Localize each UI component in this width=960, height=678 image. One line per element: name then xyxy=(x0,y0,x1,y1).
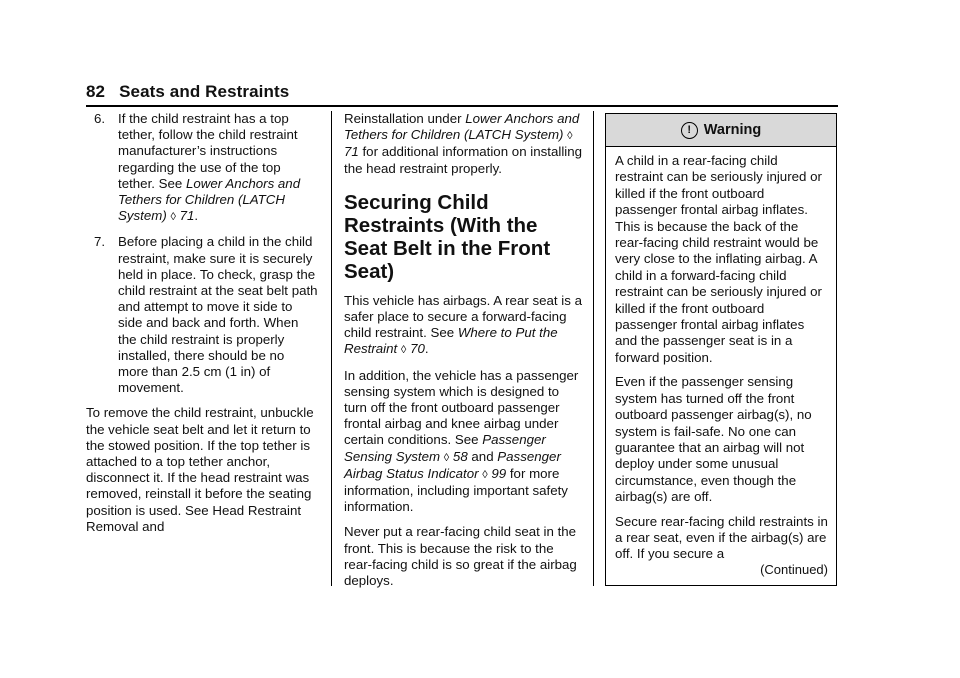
warning-title: Warning xyxy=(703,122,762,138)
section-title: Seats and Restraints xyxy=(119,82,290,101)
cross-reference-link[interactable]: Passenger Sensing System xyxy=(344,432,546,464)
page-ref-icon: ◊ xyxy=(567,130,573,143)
page-number: 82 xyxy=(86,82,106,101)
text: This vehicle has airbags. A rear seat is a safer place to secure a forward-facing child restraint. See xyxy=(344,292,582,341)
warning-paragraph: A child in a rear-facing child restraint can be seriously injured or killed if the front outboard passenger frontal airbag inflates. This is because the back of the rear-facing child restraint would be very close to the inflating airbag. A child in a forward-facing child restraint can be seriously injured or killed if the front outboard passenger frontal airbag inflates and the passenger seat is in a forward position. xyxy=(615,153,822,365)
punctuation: . xyxy=(194,208,199,224)
cross-reference-link[interactable]: Lower Anchors and Tethers for Children (LATCH System) xyxy=(118,175,301,224)
continued-label: (Continued) xyxy=(760,562,828,577)
body-paragraph xyxy=(344,293,584,359)
text: and xyxy=(467,448,498,464)
text: Reinstallation under xyxy=(344,111,466,126)
middle-column xyxy=(344,111,584,598)
left-column xyxy=(86,111,318,544)
text: for additional information on installing the head restraint properly. xyxy=(344,144,583,176)
page-ref-icon: ◊ xyxy=(400,344,407,357)
page-ref-icon: ◊ xyxy=(443,451,450,464)
list-item-6 xyxy=(86,111,318,225)
body-paragraph xyxy=(344,368,584,516)
section-heading: Securing Child Restraints (With the Seat Belt in the Front Seat) xyxy=(344,190,551,283)
warning-paragraph: Secure rear-facing child restraints in a rear seat, even if the airbag(s) are off. If you secure a xyxy=(615,513,828,562)
page-ref[interactable]: 70 xyxy=(410,341,425,357)
list-item-7 xyxy=(86,234,318,396)
cross-reference-link[interactable]: Where to Put the Restraint xyxy=(344,325,558,357)
page-ref[interactable]: 58 xyxy=(452,448,468,464)
warning-paragraph: Even if the passenger sensing system has turned off the front outboard passenger airbag(s), no system is fail-safe. No one can guarantee that an airbag will not deploy under some unusual circumstance, even though the airbag(s) are off. xyxy=(615,374,812,505)
cross-reference-link[interactable]: Lower Anchors and Tethers for Children (LATCH System) xyxy=(344,111,580,143)
column-divider xyxy=(593,111,594,586)
page-header xyxy=(86,82,289,102)
text: In addition, the vehicle has a passenger sensing system which is designed to turn off the front outboard passenger frontal airbag and knee airbag under certain conditions. See xyxy=(344,367,579,448)
punctuation: . xyxy=(424,341,429,357)
page-ref[interactable]: 71 xyxy=(179,208,195,224)
warning-header xyxy=(606,114,836,147)
header-rule xyxy=(86,105,838,107)
page-ref[interactable]: 99 xyxy=(491,465,507,481)
item-text: Before placing a child in the child restraint, make sure it is securely held in place. To check, grasp the child restraint at the seat belt path and attempt to move it side to side and back and forth. When the child restraint is properly installed, there should be no more than 2.5 cm (1 in) of movement. xyxy=(118,234,318,396)
column-divider xyxy=(331,111,332,586)
page-ref[interactable]: 71 xyxy=(344,144,359,160)
page-ref-icon: ◊ xyxy=(482,468,488,481)
item-text: If the child restraint has a top tether, follow the child restraint manufacturer’s instructions regarding the use of the top tether. See xyxy=(118,111,298,191)
cross-reference-link[interactable]: Passenger Airbag Status Indicator xyxy=(344,448,561,481)
continued-paragraph xyxy=(344,111,584,177)
warning-icon: ! xyxy=(681,122,698,139)
item-number: 7. xyxy=(94,234,106,250)
text: for more information, including important safety information. xyxy=(344,465,568,515)
warning-box xyxy=(605,113,837,586)
warning-body xyxy=(606,147,836,563)
body-paragraph: Never put a rear-facing child seat in the front. This is because the risk to the rear-facing child is so great if the airbag deploys. xyxy=(344,524,577,589)
page-ref-icon: ◊ xyxy=(170,211,176,224)
body-paragraph: To remove the child restraint, unbuckle the vehicle seat belt and let it return to the stowed position. If the top tether is attached to a top tether anchor, disconnect it. If the head restraint was removed, reinstall it before the seating position is used. See Head Restraint Removal and xyxy=(86,405,314,534)
item-number: 6. xyxy=(94,111,106,126)
